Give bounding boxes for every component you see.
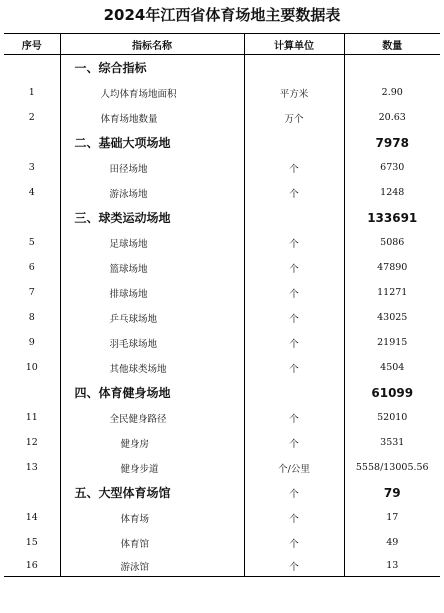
table-row: [4, 355, 440, 380]
row-quantity: 3531: [344, 430, 440, 455]
row-quantity: 52010: [344, 405, 440, 430]
row-serial: 9: [28, 337, 35, 348]
row-indicator-name: 健身房: [60, 430, 244, 455]
row-unit: 个: [244, 480, 344, 505]
table-row: [4, 555, 440, 577]
section-row: [4, 130, 440, 155]
row-indicator-name: 三、球类运动场地: [60, 205, 244, 230]
row-serial: 6: [28, 262, 35, 273]
row-quantity: 21915: [344, 330, 440, 355]
row-unit: 个: [244, 155, 344, 180]
table-row: [4, 330, 440, 355]
row-serial: 12: [25, 437, 38, 448]
section-row: [4, 380, 440, 405]
table-row: [4, 155, 440, 180]
row-unit: [244, 380, 344, 405]
row-serial: 16: [4, 555, 60, 577]
row-indicator-name: 游泳场地: [60, 180, 244, 205]
row-unit: [244, 55, 344, 81]
table-row: [4, 80, 440, 105]
row-indicator-name: 体育场: [60, 505, 244, 530]
row-unit: 个: [244, 330, 344, 355]
row-quantity: 1248: [344, 180, 440, 205]
section-row: [4, 55, 440, 81]
table-header-row: [4, 34, 440, 55]
row-quantity: 4504: [344, 355, 440, 380]
row-quantity: 11271: [344, 280, 440, 305]
row-unit: [244, 130, 344, 155]
row-serial: 2: [28, 112, 35, 123]
row-unit: 个: [244, 555, 344, 577]
row-serial: [4, 130, 60, 155]
row-serial: 3: [28, 162, 35, 173]
table-row: [4, 180, 440, 205]
row-quantity: 7978: [344, 130, 440, 155]
row-serial: 10: [25, 362, 38, 373]
row-quantity: 6730: [344, 155, 440, 180]
row-serial: 4: [28, 187, 35, 198]
header-unit: 计算单位: [244, 34, 344, 55]
row-unit: 个: [244, 255, 344, 280]
row-quantity: 13: [344, 555, 440, 577]
table-row: [4, 305, 440, 330]
row-serial: 8: [28, 312, 35, 323]
row-quantity: [344, 55, 440, 81]
header-serial: 序号: [4, 34, 60, 55]
row-indicator-name: 人均体育场地面积: [60, 80, 244, 105]
row-unit: 个: [244, 355, 344, 380]
row-serial: [4, 380, 60, 405]
table-row: [4, 530, 440, 555]
row-unit: 个: [244, 505, 344, 530]
row-serial: [4, 480, 60, 505]
row-indicator-name: 足球场地: [60, 230, 244, 255]
row-quantity: 79: [344, 480, 440, 505]
row-serial: 13: [25, 462, 38, 473]
row-indicator-name: 篮球场地: [60, 255, 244, 280]
row-quantity: 20.63: [344, 105, 440, 130]
row-indicator-name: 其他球类场地: [60, 355, 244, 380]
section-row: [4, 205, 440, 230]
row-indicator-name: 五、大型体育场馆: [60, 480, 244, 505]
row-serial: 14: [25, 512, 38, 523]
row-quantity: 47890: [344, 255, 440, 280]
row-unit: 个: [244, 230, 344, 255]
row-unit: 平方米: [244, 80, 344, 105]
row-indicator-name: 二、基础大项场地: [60, 130, 244, 155]
table-row: [4, 405, 440, 430]
row-indicator-name: 健身步道: [60, 455, 244, 480]
row-indicator-name: 游泳馆: [60, 555, 244, 577]
header-quantity: 数量: [344, 34, 440, 55]
row-indicator-name: 全民健身路径: [60, 405, 244, 430]
row-serial: 5: [28, 237, 35, 248]
table-row: [4, 105, 440, 130]
row-indicator-name: 体育场地数量: [60, 105, 244, 130]
table-row: [4, 230, 440, 255]
row-quantity: 5086: [344, 230, 440, 255]
row-unit: 个: [244, 280, 344, 305]
row-unit: 个: [244, 530, 344, 555]
row-quantity: 61099: [344, 380, 440, 405]
row-indicator-name: 体育馆: [60, 530, 244, 555]
row-quantity: 43025: [344, 305, 440, 330]
row-indicator-name: 乒乓球场地: [60, 305, 244, 330]
table-body: [4, 55, 440, 577]
data-table: [4, 33, 440, 577]
row-serial: 1: [28, 87, 35, 98]
row-quantity: 2.90: [344, 80, 440, 105]
row-serial: [4, 55, 60, 81]
row-unit: 个: [244, 305, 344, 330]
row-indicator-name: 羽毛球场地: [60, 330, 244, 355]
row-unit: 个: [244, 405, 344, 430]
table-row: [4, 430, 440, 455]
row-indicator-name: 四、体育健身场地: [60, 380, 244, 405]
row-unit: [244, 205, 344, 230]
table-row: [4, 255, 440, 280]
row-serial: 11: [25, 412, 38, 423]
row-serial: [4, 205, 60, 230]
row-unit: 个: [244, 430, 344, 455]
row-quantity: 49: [344, 530, 440, 555]
row-indicator-name: 田径场地: [60, 155, 244, 180]
row-unit: 个/公里: [244, 455, 344, 480]
page-title: 2024年江西省体育场地主要数据表: [103, 6, 341, 24]
header-indicator-name: 指标名称: [60, 34, 244, 55]
row-indicator-name: 排球场地: [60, 280, 244, 305]
table-row: [4, 280, 440, 305]
row-serial: 7: [28, 287, 35, 298]
row-indicator-name: 一、综合指标: [60, 55, 244, 81]
section-row: [4, 480, 440, 505]
row-unit: 万个: [244, 105, 344, 130]
table-row: [4, 505, 440, 530]
row-serial: 15: [25, 537, 38, 548]
row-quantity: 133691: [344, 205, 440, 230]
row-unit: 个: [244, 180, 344, 205]
row-quantity: 17: [344, 505, 440, 530]
table-row: [4, 455, 440, 480]
row-quantity: 5558/13005.56: [344, 455, 440, 480]
